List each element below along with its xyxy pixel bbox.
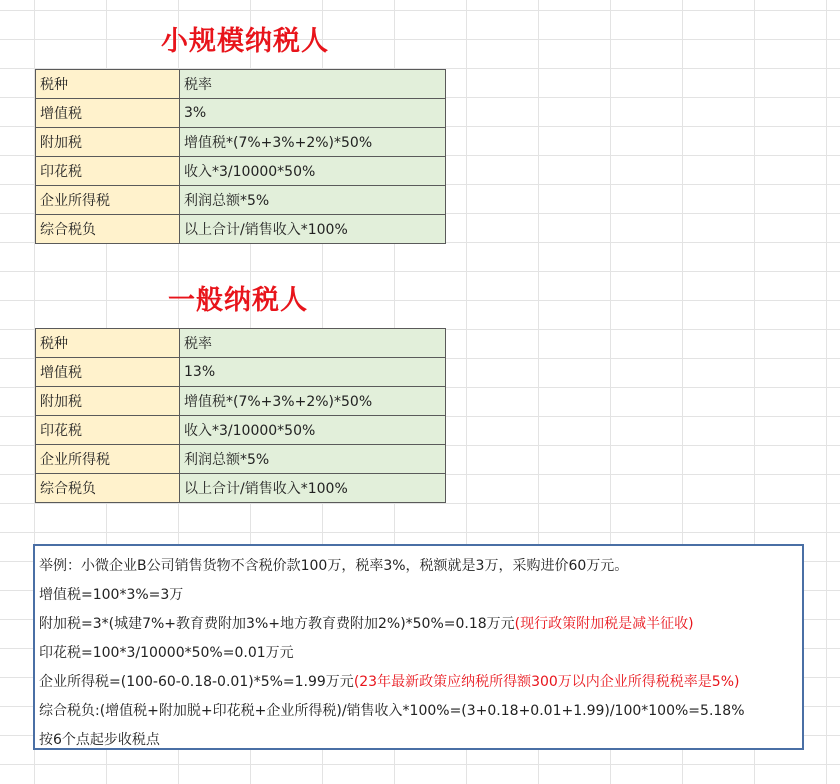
general-tax-table xyxy=(35,328,446,503)
example-intro-line: 举例：小微企业B公司销售货物不含税价款100万，税率3%，税额就是3万，采购进价60万元。 xyxy=(39,558,629,574)
table-row xyxy=(36,128,446,157)
surcharge-policy-note: (现行政策附加税是减半征收) xyxy=(514,616,694,632)
tax-type-cell[interactable]: 企业所得税 xyxy=(36,186,180,215)
tax-type-cell[interactable]: 增值税 xyxy=(36,99,180,128)
tax-type-cell[interactable]: 印花税 xyxy=(36,416,180,445)
tax-type-cell[interactable]: 附加税 xyxy=(36,128,180,157)
tax-rate-cell[interactable]: 收入*3/10000*50% xyxy=(180,157,446,186)
tax-rate-cell[interactable]: 利润总额*5% xyxy=(180,445,446,474)
tax-rate-cell[interactable]: 税率 xyxy=(180,70,446,99)
table-row xyxy=(36,99,446,128)
tax-rate-cell[interactable]: 以上合计/销售收入*100% xyxy=(180,474,446,503)
tax-rate-cell[interactable]: 13% xyxy=(180,358,446,387)
tax-type-cell[interactable]: 税种 xyxy=(36,70,180,99)
tax-type-cell[interactable]: 税种 xyxy=(36,329,180,358)
table-row xyxy=(36,215,446,244)
small-scale-taxpayer-title: 小规模纳税人 xyxy=(161,26,329,57)
tax-type-cell[interactable]: 综合税负 xyxy=(36,474,180,503)
tax-rate-cell[interactable]: 3% xyxy=(180,99,446,128)
threshold-note-line: 按6个点起步收税点 xyxy=(39,732,160,748)
tax-rate-cell[interactable]: 增值税*(7%+3%+2%)*50% xyxy=(180,128,446,157)
small-scale-tax-table xyxy=(35,69,446,244)
income-tax-calc-text: 企业所得税=(100-60-0.18-0.01)*5%=1.99万元 xyxy=(39,674,354,690)
tax-type-cell[interactable]: 综合税负 xyxy=(36,215,180,244)
total-burden-calc-line: 综合税负:(增值税+附加脱+印花税+企业所得税)/销售收入*100%=(3+0.18+0.01+1.99)/100*100%=5.18% xyxy=(39,703,745,719)
table-row xyxy=(36,358,446,387)
table-row xyxy=(36,387,446,416)
income-tax-calc-line xyxy=(35,668,802,697)
stamp-duty-calc-line: 印花税=100*3/10000*50%=0.01万元 xyxy=(39,645,294,661)
tax-type-cell[interactable]: 企业所得税 xyxy=(36,445,180,474)
tax-rate-cell[interactable]: 增值税*(7%+3%+2%)*50% xyxy=(180,387,446,416)
tax-type-cell[interactable]: 附加税 xyxy=(36,387,180,416)
surcharge-calc-text: 附加税=3*(城建7%+教育费附加3%+地方教育费附加2%)*50%=0.18万元 xyxy=(39,616,515,632)
tax-type-cell[interactable]: 印花税 xyxy=(36,157,180,186)
vat-calc-line: 增值税=100*3%=3万 xyxy=(39,587,184,603)
tax-rate-cell[interactable]: 利润总额*5% xyxy=(180,186,446,215)
surcharge-calc-line xyxy=(35,610,802,639)
tax-rate-cell[interactable]: 税率 xyxy=(180,329,446,358)
table-row xyxy=(36,329,446,358)
table-row xyxy=(36,445,446,474)
tax-rate-cell[interactable]: 以上合计/销售收入*100% xyxy=(180,215,446,244)
tax-rate-cell[interactable]: 收入*3/10000*50% xyxy=(180,416,446,445)
table-row xyxy=(36,416,446,445)
example-calculation-box[interactable] xyxy=(33,544,804,750)
table-row xyxy=(36,186,446,215)
tax-type-cell[interactable]: 增值税 xyxy=(36,358,180,387)
table-row xyxy=(36,474,446,503)
table-row xyxy=(36,70,446,99)
table-row xyxy=(36,157,446,186)
income-tax-policy-note: (23年最新政策应纳税所得额300万以内企业所得税税率是5%) xyxy=(353,674,740,690)
general-taxpayer-title: 一般纳税人 xyxy=(168,285,308,316)
